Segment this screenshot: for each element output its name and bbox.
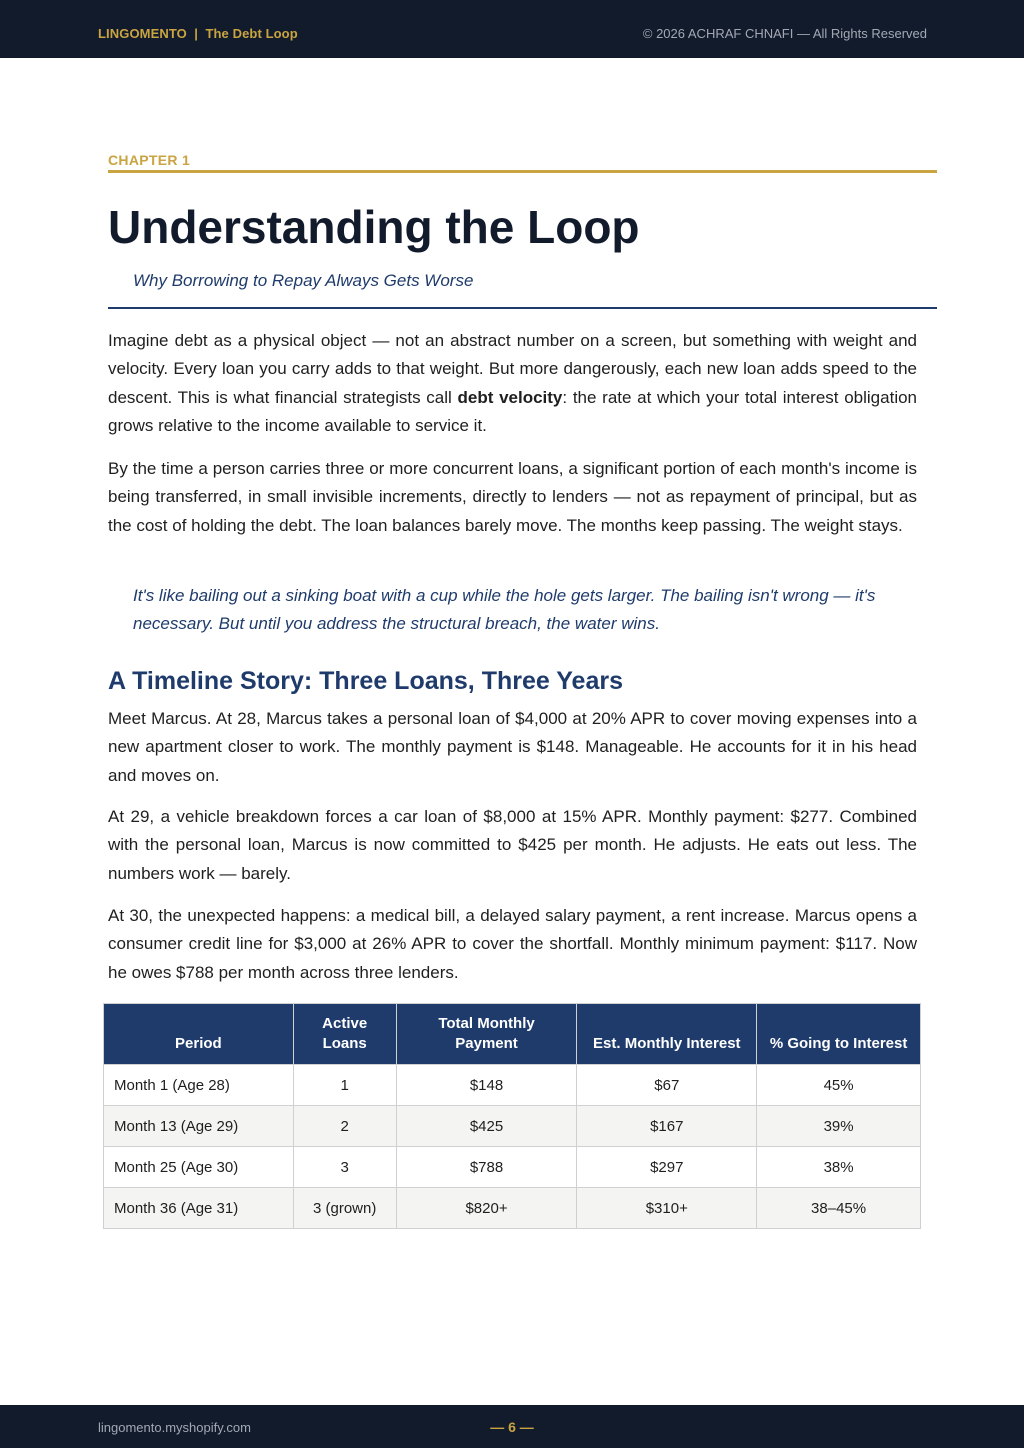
cell-pct-interest: 39% bbox=[757, 1106, 921, 1147]
header-copyright: © 2026 ACHRAF CHNAFI — All Rights Reserved bbox=[642, 26, 927, 41]
cell-pct-interest: 45% bbox=[757, 1065, 921, 1106]
cell-pct-interest: 38–45% bbox=[757, 1188, 921, 1229]
paragraph-marcus-28: Meet Marcus. At 28, Marcus takes a personal loan of $4,000 at 20% APR to cover moving expenses into a new apartment closer to work. The monthly payment is $148. Manageable. He accounts for it in his head and moves on. bbox=[108, 709, 917, 785]
pull-quote: It's like bailing out a sinking boat with a cup while the hole gets larger. The bailing isn't wrong — it's necessary. But until you address the structural breach, the water wins. bbox=[133, 586, 876, 633]
cell-active-loans: 2 bbox=[293, 1106, 396, 1147]
paragraph-marcus-30: At 30, the unexpected happens: a medical bill, a delayed salary payment, a rent increase. Marcus opens a consumer credit line for $3,000 at 26% APR to cover the shortfall. Monthly minimum payment: $117. Now he owes $788 per month across three lenders. bbox=[108, 906, 917, 982]
paragraph-intro bbox=[108, 327, 917, 440]
cell-total-payment: $148 bbox=[396, 1065, 577, 1106]
table-row bbox=[104, 1065, 921, 1106]
page-header bbox=[0, 0, 1024, 58]
paragraph-concurrent-loans: By the time a person carries three or more concurrent loans, a significant portion of each month's income is being transferred, in small invisible increments, directly to lenders — not as repayment of principal, but as the cost of holding the debt. The loan balances barely move. The months keep passing. The weight stays. bbox=[108, 459, 917, 535]
paragraph-marcus-29: At 29, a vehicle breakdown forces a car loan of $8,000 at 15% APR. Monthly payment: $277. Combined with the personal loan, Marcus is now committed to $425 per month. He adjusts. He eats out less. The numbers work — barely. bbox=[108, 807, 917, 883]
cell-monthly-interest: $67 bbox=[577, 1065, 757, 1106]
cell-total-payment: $820+ bbox=[396, 1188, 577, 1229]
column-header-period: Period bbox=[104, 1004, 294, 1065]
cell-monthly-interest: $167 bbox=[577, 1106, 757, 1147]
loan-timeline-table bbox=[103, 1003, 921, 1229]
paragraph-intro-end: : the rate at which your total interest obligation grows relative to the income available to service it. bbox=[108, 387, 918, 435]
cell-period: Month 25 (Age 30) bbox=[104, 1147, 294, 1188]
cell-period: Month 36 (Age 31) bbox=[104, 1188, 294, 1229]
column-header-total-line1: Total Monthly bbox=[438, 1015, 535, 1032]
table-row bbox=[104, 1106, 921, 1147]
cell-active-loans: 3 bbox=[293, 1147, 396, 1188]
column-header-monthly-interest: Est. Monthly Interest bbox=[577, 1004, 757, 1065]
chapter-label: CHAPTER 1 bbox=[108, 152, 191, 168]
column-header-total-line2: Payment bbox=[455, 1035, 518, 1052]
column-header-active-loans bbox=[293, 1004, 396, 1065]
column-header-active-line2: Loans bbox=[322, 1035, 367, 1052]
column-header-total-payment bbox=[396, 1004, 577, 1065]
section-heading: A Timeline Story: Three Loans, Three Years bbox=[108, 667, 624, 695]
chapter-subtitle: Why Borrowing to Repay Always Gets Worse bbox=[133, 271, 474, 290]
page-number: — 6 — bbox=[490, 1419, 534, 1435]
chapter-divider bbox=[108, 170, 937, 173]
page-footer bbox=[0, 1405, 1024, 1448]
table-row bbox=[104, 1188, 921, 1229]
paragraph-intro-start: Imagine debt as a physical object — not an abstract number on a screen, but something with weight and velocity. Every loan you carry adds to that weight. But more dangerously, each new loan adds speed to the descent. This is what financial strategists call bbox=[108, 331, 917, 407]
cell-monthly-interest: $297 bbox=[577, 1147, 757, 1188]
cell-pct-interest: 38% bbox=[757, 1147, 921, 1188]
subtitle-divider bbox=[108, 307, 937, 309]
cell-total-payment: $425 bbox=[396, 1106, 577, 1147]
header-brand: LINGOMENTO | The Debt Loop bbox=[98, 26, 298, 41]
table-header-row bbox=[104, 1004, 921, 1065]
column-header-active-line1: Active bbox=[322, 1015, 368, 1032]
cell-active-loans: 3 (grown) bbox=[293, 1188, 396, 1229]
chapter-title: Understanding the Loop bbox=[108, 201, 640, 253]
cell-total-payment: $788 bbox=[396, 1147, 577, 1188]
cell-period: Month 1 (Age 28) bbox=[104, 1065, 294, 1106]
table-row bbox=[104, 1147, 921, 1188]
cell-period: Month 13 (Age 29) bbox=[104, 1106, 294, 1147]
cell-monthly-interest: $310+ bbox=[577, 1188, 757, 1229]
debt-velocity-term: debt velocity bbox=[457, 387, 563, 407]
cell-active-loans: 1 bbox=[293, 1065, 396, 1106]
column-header-pct-interest: % Going to Interest bbox=[757, 1004, 921, 1065]
footer-site-link[interactable]: lingomento.myshopify.com bbox=[98, 1420, 251, 1435]
